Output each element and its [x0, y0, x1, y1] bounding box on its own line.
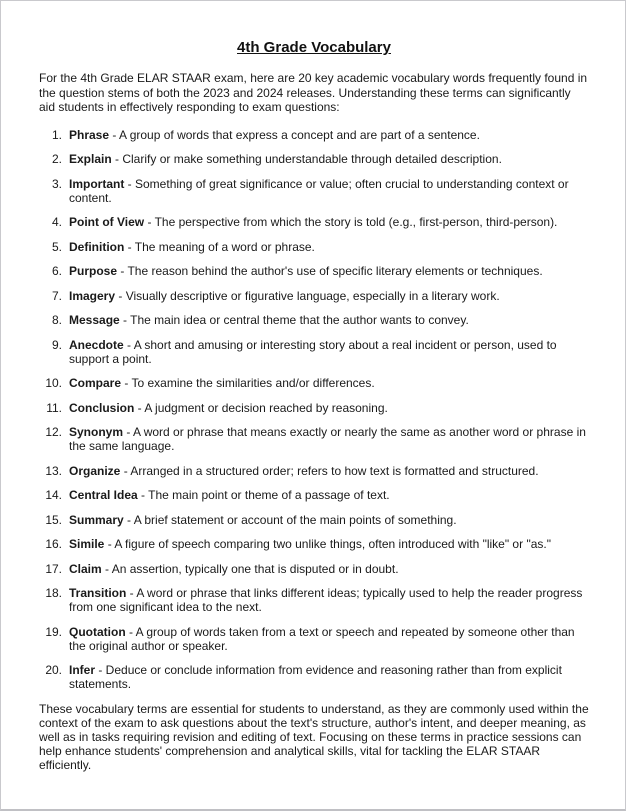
item-body	[69, 313, 589, 327]
item-number: 6.	[51, 264, 62, 278]
item-term: Transition	[69, 586, 127, 600]
vocab-item	[39, 313, 589, 327]
vocab-item	[39, 376, 589, 390]
item-definition: - The meaning of a word or phrase.	[124, 239, 315, 254]
item-term: Anecdote	[69, 337, 124, 352]
item-number: 1.	[51, 127, 62, 142]
item-body	[69, 128, 589, 142]
item-definition: - Arranged in a structured order; refers to how text is formatted and structured.	[120, 463, 539, 478]
item-body	[69, 562, 589, 576]
item-term: Conclusion	[69, 400, 135, 415]
item-term: Simile	[69, 537, 105, 551]
item-number: 4.	[51, 215, 62, 229]
item-definition: - The main point or theme of a passage of text.	[137, 488, 390, 502]
vocab-item	[39, 401, 589, 415]
item-term: Summary	[69, 512, 124, 527]
item-definition: - The perspective from which the story is told (e.g., first-person, third-person).	[144, 215, 558, 229]
item-term: Definition	[69, 239, 125, 254]
item-body	[69, 586, 589, 614]
page-title: 4th Grade Vocabulary	[237, 39, 391, 56]
item-definition: - An assertion, typically one that is disputed or in doubt.	[101, 561, 399, 576]
vocab-list	[39, 128, 589, 692]
item-number: 11.	[46, 400, 62, 415]
item-term: Imagery	[69, 288, 116, 303]
item-definition: - The reason behind the author's use of specific literary elements or techniques.	[117, 264, 543, 278]
vocab-item	[39, 289, 589, 303]
item-term: Infer	[69, 663, 96, 677]
item-definition: - A figure of speech comparing two unlike things, often introduced with "like" or "as."	[104, 537, 551, 551]
vocab-item	[39, 152, 589, 166]
item-definition: - A short and amusing or interesting story about a real incident or person, used to support a point.	[69, 337, 557, 366]
item-number: 3.	[51, 176, 62, 191]
item-definition: - A brief statement or account of the main points of something.	[123, 512, 457, 527]
item-body	[69, 401, 589, 415]
item-term: Synonym	[69, 425, 124, 439]
vocab-item	[39, 464, 589, 478]
item-number: 5.	[51, 239, 62, 254]
item-number: 7.	[51, 288, 62, 303]
item-body	[69, 537, 589, 551]
item-body	[69, 663, 589, 691]
item-body	[69, 152, 589, 166]
item-body	[69, 264, 589, 278]
item-number: 19.	[45, 624, 62, 639]
item-body	[69, 240, 589, 254]
item-definition: - Something of great significance or value; often crucial to understanding context or content.	[69, 176, 569, 205]
item-body	[69, 425, 589, 453]
item-number: 10.	[45, 376, 62, 390]
vocab-item	[39, 562, 589, 576]
vocab-item	[39, 513, 589, 527]
item-definition: - A word or phrase that means exactly or nearly the same as another word or phrase in the same language.	[69, 425, 586, 453]
item-definition: - Visually descriptive or figurative language, especially in a literary work.	[115, 288, 500, 303]
vocab-item	[39, 128, 589, 142]
vocab-item	[39, 240, 589, 254]
item-term: Point of View	[69, 215, 145, 229]
item-definition: - To examine the similarities and/or differences.	[121, 376, 375, 390]
item-number: 14.	[45, 488, 62, 502]
item-term: Central Idea	[69, 488, 138, 502]
item-term: Phrase	[69, 127, 110, 142]
item-body	[69, 338, 589, 366]
item-body	[69, 215, 589, 229]
item-term: Explain	[69, 152, 112, 166]
vocab-item	[39, 663, 589, 691]
outro-paragraph: These vocabulary terms are essential for students to understand, as they are commonly used within the context of the exam to ask questions about the text's structure, author's intent, and deeper meaning, as well as in tasks requiring revision and editing of text. Focusing on these terms in practice sessions can help enhance students' comprehension and analytical skills, vital for tackling the ELAR STAAR efficiently.	[39, 701, 589, 772]
item-definition: - The main idea or central theme that the author wants to convey.	[119, 313, 469, 327]
item-number: 2.	[51, 152, 62, 166]
item-definition: - A word or phrase that links different ideas; typically used to help the reader progress from one significant idea to the next.	[69, 586, 583, 614]
item-definition: - Deduce or conclude information from evidence and reasoning rather than from explicit statements.	[69, 663, 562, 691]
item-body	[69, 513, 589, 527]
item-term: Purpose	[69, 264, 118, 278]
item-number: 8.	[51, 313, 62, 327]
item-body	[69, 289, 589, 303]
item-number: 15.	[45, 512, 62, 527]
vocab-item	[39, 425, 589, 453]
vocab-item	[39, 215, 589, 229]
vocab-item	[39, 488, 589, 502]
item-body	[69, 464, 589, 478]
item-term: Important	[69, 176, 125, 191]
item-number: 13.	[45, 463, 62, 478]
item-term: Claim	[69, 561, 102, 576]
item-term: Message	[69, 313, 120, 327]
item-number: 9.	[51, 337, 62, 352]
item-term: Organize	[69, 463, 121, 478]
vocab-item	[39, 264, 589, 278]
item-number: 17.	[45, 561, 62, 576]
vocab-item	[39, 177, 589, 205]
item-definition: - A group of words that express a concept and are part of a sentence.	[109, 127, 480, 142]
item-body	[69, 625, 589, 653]
item-body	[69, 177, 589, 205]
item-body	[69, 376, 589, 390]
item-number: 12.	[45, 425, 62, 439]
item-number: 18.	[45, 586, 62, 600]
intro-paragraph: For the 4th Grade ELAR STAAR exam, here are 20 key academic vocabulary words frequently found in the question stems of both the 2023 and 2024 releases. Understanding these terms can significantly aid students in effectively responding to exam questions:	[39, 71, 588, 114]
item-body	[69, 488, 589, 502]
item-number: 16.	[45, 537, 62, 551]
item-definition: - A judgment or decision reached by reasoning.	[134, 400, 388, 415]
item-term: Compare	[69, 376, 122, 390]
item-term: Quotation	[69, 624, 126, 639]
item-definition: - A group of words taken from a text or speech and repeated by someone other than the original author or speaker.	[69, 624, 575, 653]
item-number: 20.	[45, 663, 62, 677]
vocab-item	[39, 586, 589, 614]
vocab-item	[39, 625, 589, 653]
vocab-item	[39, 338, 589, 366]
item-definition: - Clarify or make something understandable through detailed description.	[111, 152, 502, 166]
vocab-item	[39, 537, 589, 551]
